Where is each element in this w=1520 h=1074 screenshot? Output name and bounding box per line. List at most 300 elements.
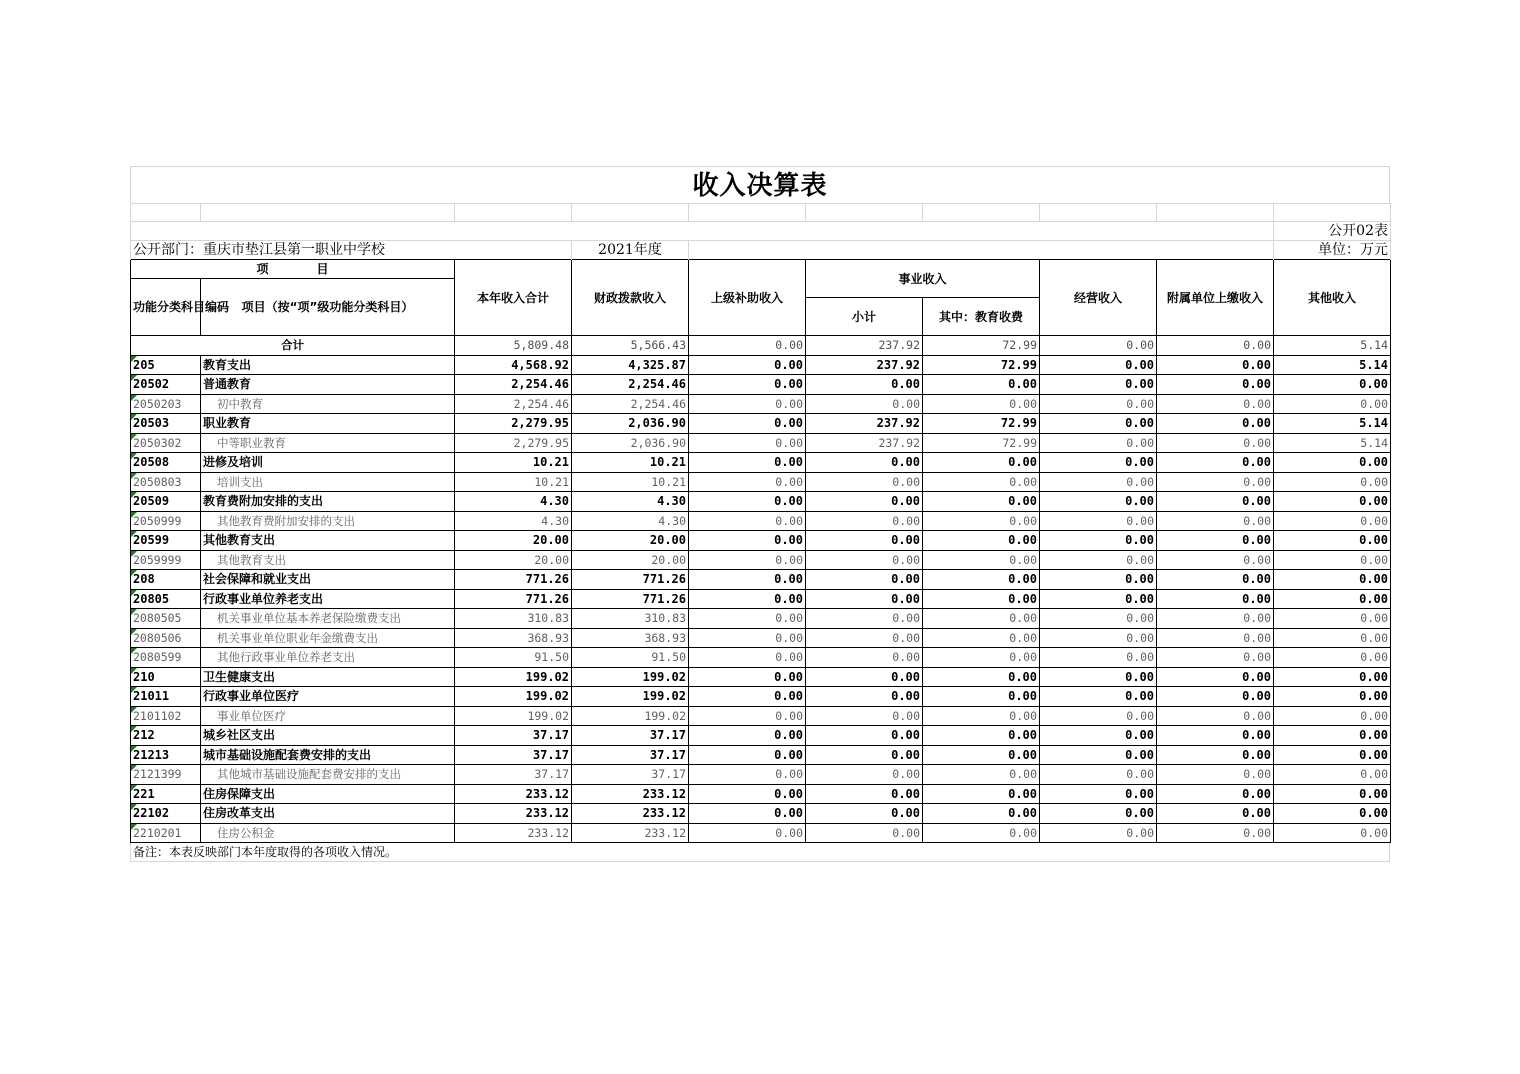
total-label: 合计 [131,336,455,356]
cell-marker-icon [131,668,137,674]
row-value: 0.00 [806,511,923,531]
table-row [131,453,1391,473]
row-value: 0.00 [1157,804,1274,824]
row-value: 199.02 [455,687,572,707]
row-value: 0.00 [1274,453,1391,473]
row-value: 0.00 [923,550,1040,570]
header-func-code: 功能分类科目编码 [131,279,201,336]
row-code: 20599 [131,531,201,551]
row-name: 行政事业单位医疗 [201,687,455,707]
row-value: 0.00 [923,375,1040,395]
row-value: 2,254.46 [455,375,572,395]
row-value: 0.00 [1157,589,1274,609]
row-value: 237.92 [806,355,923,375]
row-value: 0.00 [1157,687,1274,707]
table-row [131,492,1391,512]
row-value: 0.00 [923,394,1040,414]
cell-marker-icon [131,629,137,635]
row-value: 0.00 [923,706,1040,726]
header-fiscal: 财政拨款收入 [572,260,689,336]
row-value: 0.00 [689,414,806,434]
row-value: 771.26 [572,570,689,590]
row-value: 0.00 [689,609,806,629]
row-value: 0.00 [1274,765,1391,785]
row-value: 0.00 [806,589,923,609]
row-value: 2,036.90 [572,433,689,453]
row-code: 2050999 [131,511,201,531]
row-value: 0.00 [806,687,923,707]
row-value: 4.30 [455,511,572,531]
row-code: 205 [131,355,201,375]
row-value: 0.00 [689,726,806,746]
row-value: 0.00 [1040,492,1157,512]
row-value: 0.00 [806,550,923,570]
cell-marker-icon [131,746,137,752]
table-row [131,355,1391,375]
row-value: 4,325.87 [572,355,689,375]
table-row [131,687,1391,707]
header-item-name: 项目（按“项”级功能分类科目） [201,279,455,336]
table-row [131,589,1391,609]
row-code: 20509 [131,492,201,512]
row-value: 0.00 [806,726,923,746]
row-value: 0.00 [1274,745,1391,765]
row-name: 其他教育支出 [201,531,455,551]
row-value: 0.00 [1040,609,1157,629]
row-code: 2210201 [131,823,201,843]
row-value: 0.00 [1157,706,1274,726]
row-value: 0.00 [923,784,1040,804]
row-value: 0.00 [1157,492,1274,512]
row-name: 其他教育支出 [201,550,455,570]
row-code: 2050803 [131,472,201,492]
row-value: 0.00 [1157,628,1274,648]
row-name: 社会保障和就业支出 [201,570,455,590]
table-row [131,433,1391,453]
row-value: 0.00 [806,784,923,804]
total-cell: 0.00 [1040,336,1157,356]
row-value: 0.00 [1274,823,1391,843]
row-value: 20.00 [572,550,689,570]
row-value: 72.99 [923,414,1040,434]
row-code: 20502 [131,375,201,395]
row-value: 0.00 [1274,609,1391,629]
cell-marker-icon [131,824,137,830]
row-value: 0.00 [1040,726,1157,746]
row-value: 233.12 [455,784,572,804]
row-value: 5.14 [1274,414,1391,434]
income-statement-sheet [130,166,1390,862]
header-affiliated: 附属单位上缴收入 [1157,260,1274,336]
row-value: 771.26 [572,589,689,609]
row-value: 0.00 [1040,804,1157,824]
row-value: 0.00 [1040,531,1157,551]
cell-marker-icon [131,434,137,440]
row-value: 0.00 [1157,648,1274,668]
row-value: 0.00 [923,628,1040,648]
row-value: 0.00 [689,765,806,785]
row-value: 199.02 [572,687,689,707]
row-code: 2101102 [131,706,201,726]
row-value: 4.30 [572,492,689,512]
table-body [131,336,1391,843]
row-value: 233.12 [455,804,572,824]
row-value: 0.00 [1274,784,1391,804]
row-value: 0.00 [923,648,1040,668]
row-value: 0.00 [923,823,1040,843]
header-business: 事业收入 [806,260,1040,298]
row-code: 212 [131,726,201,746]
row-value: 0.00 [1040,706,1157,726]
table-row [131,609,1391,629]
row-value: 0.00 [1157,355,1274,375]
header-operating: 经营收入 [1040,260,1157,336]
row-value: 0.00 [1157,511,1274,531]
row-value: 0.00 [806,628,923,648]
row-value: 4.30 [572,511,689,531]
row-value: 2,254.46 [572,375,689,395]
spacer-row [131,204,1391,222]
row-code: 2080506 [131,628,201,648]
row-name: 普通教育 [201,375,455,395]
cell-marker-icon [131,785,137,791]
row-value: 0.00 [1040,687,1157,707]
table-row [131,726,1391,746]
row-value: 0.00 [923,589,1040,609]
row-value: 0.00 [1157,375,1274,395]
header-subtotal: 小计 [806,298,923,336]
cell-marker-icon [131,765,137,771]
row-value: 237.92 [806,433,923,453]
total-cell: 5,809.48 [455,336,572,356]
row-value: 0.00 [689,667,806,687]
row-value: 10.21 [572,453,689,473]
row-value: 37.17 [455,726,572,746]
row-value: 0.00 [806,667,923,687]
row-value: 0.00 [1274,804,1391,824]
total-cell: 5.14 [1274,336,1391,356]
row-code: 2080505 [131,609,201,629]
row-value: 91.50 [455,648,572,668]
row-value: 0.00 [923,570,1040,590]
row-code: 2050203 [131,394,201,414]
header-row-1 [131,260,1391,279]
row-value: 37.17 [572,726,689,746]
header-total: 本年收入合计 [455,260,572,336]
row-value: 0.00 [1274,394,1391,414]
row-value: 0.00 [923,745,1040,765]
row-value: 0.00 [1040,472,1157,492]
total-cell: 0.00 [689,336,806,356]
row-code: 20503 [131,414,201,434]
header-superior: 上级补助收入 [689,260,806,336]
row-value: 233.12 [455,823,572,843]
row-name: 住房改革支出 [201,804,455,824]
row-value: 0.00 [923,472,1040,492]
table-number: 公开02表 [1274,222,1391,241]
row-value: 0.00 [689,355,806,375]
cell-marker-icon [131,648,137,654]
row-value: 0.00 [1040,648,1157,668]
row-value: 4.30 [455,492,572,512]
row-value: 0.00 [1040,823,1157,843]
row-value: 0.00 [1040,414,1157,434]
table-row [131,765,1391,785]
row-value: 72.99 [923,433,1040,453]
row-value: 10.21 [455,472,572,492]
unit-label: 单位：万元 [1274,241,1391,260]
header-edu-fee: 其中：教育收费 [923,298,1040,336]
table-row [131,745,1391,765]
row-name: 培训支出 [201,472,455,492]
row-value: 0.00 [1274,648,1391,668]
row-code: 20508 [131,453,201,473]
row-value: 0.00 [1274,726,1391,746]
row-value: 0.00 [689,511,806,531]
row-value: 0.00 [689,804,806,824]
cell-marker-icon [131,570,137,576]
row-value: 0.00 [923,667,1040,687]
row-value: 0.00 [1274,667,1391,687]
row-value: 0.00 [689,687,806,707]
fiscal-year: 2021年度 [572,241,689,260]
row-value: 0.00 [1274,531,1391,551]
total-cell: 72.99 [923,336,1040,356]
row-value: 0.00 [806,823,923,843]
row-value: 0.00 [1274,570,1391,590]
department-row [131,241,1391,260]
row-value: 0.00 [689,472,806,492]
row-code: 20805 [131,589,201,609]
row-value: 0.00 [1274,492,1391,512]
row-value: 0.00 [923,804,1040,824]
row-value: 0.00 [1157,765,1274,785]
row-value: 0.00 [1040,453,1157,473]
row-value: 0.00 [1157,667,1274,687]
row-value: 0.00 [1274,550,1391,570]
table-row [131,823,1391,843]
row-value: 0.00 [689,394,806,414]
row-value: 0.00 [1040,667,1157,687]
total-cell: 5,566.43 [572,336,689,356]
cell-marker-icon [131,609,137,615]
row-name: 其他教育费附加安排的支出 [201,511,455,531]
table-row [131,804,1391,824]
row-value: 0.00 [689,492,806,512]
row-value: 4,568.92 [455,355,572,375]
row-code: 2121399 [131,765,201,785]
row-name: 中等职业教育 [201,433,455,453]
row-name: 行政事业单位养老支出 [201,589,455,609]
row-value: 0.00 [1040,745,1157,765]
row-name: 城市基础设施配套费安排的支出 [201,745,455,765]
row-code: 221 [131,784,201,804]
cell-marker-icon [131,531,137,537]
row-value: 0.00 [1157,726,1274,746]
header-item: 项 目 [131,260,455,279]
row-value: 368.93 [572,628,689,648]
row-value: 199.02 [572,667,689,687]
row-value: 771.26 [455,570,572,590]
row-value: 0.00 [689,375,806,395]
row-value: 2,279.95 [455,414,572,434]
row-value: 199.02 [455,706,572,726]
row-value: 310.83 [455,609,572,629]
row-value: 0.00 [689,823,806,843]
row-value: 233.12 [572,784,689,804]
row-value: 0.00 [923,531,1040,551]
row-value: 0.00 [689,628,806,648]
cell-marker-icon [131,804,137,810]
table-row [131,628,1391,648]
row-name: 其他行政事业单位养老支出 [201,648,455,668]
row-value: 0.00 [806,570,923,590]
row-value: 0.00 [689,433,806,453]
table-row [131,531,1391,551]
row-code: 208 [131,570,201,590]
row-value: 2,254.46 [455,394,572,414]
row-value: 0.00 [689,531,806,551]
row-value: 199.02 [572,706,689,726]
row-name: 机关事业单位职业年金缴费支出 [201,628,455,648]
row-value: 0.00 [1157,433,1274,453]
row-value: 72.99 [923,355,1040,375]
row-value: 0.00 [1040,375,1157,395]
row-value: 0.00 [689,648,806,668]
row-value: 0.00 [1157,414,1274,434]
row-value: 5.14 [1274,355,1391,375]
row-name: 住房保障支出 [201,784,455,804]
total-cell: 0.00 [1157,336,1274,356]
department-label: 公开部门：重庆市垫江县第一职业中学校 [131,241,572,260]
table-row [131,472,1391,492]
row-value: 0.00 [1274,589,1391,609]
row-value: 0.00 [806,609,923,629]
table-row [131,706,1391,726]
row-value: 2,036.90 [572,414,689,434]
row-name: 卫生健康支出 [201,667,455,687]
row-name: 事业单位医疗 [201,706,455,726]
row-value: 37.17 [455,765,572,785]
footnote: 备注：本表反映部门本年度取得的各项收入情况。 [130,843,1390,862]
row-value: 771.26 [455,589,572,609]
row-code: 210 [131,667,201,687]
table-number-row [131,222,1391,241]
row-value: 0.00 [689,570,806,590]
row-value: 310.83 [572,609,689,629]
table-row [131,511,1391,531]
table-row [131,570,1391,590]
cell-marker-icon [131,356,137,362]
cell-marker-icon [131,551,137,557]
row-value: 0.00 [806,531,923,551]
row-value: 0.00 [806,765,923,785]
row-value: 368.93 [455,628,572,648]
row-value: 233.12 [572,823,689,843]
row-value: 0.00 [923,511,1040,531]
row-value: 0.00 [1040,433,1157,453]
row-name: 进修及培训 [201,453,455,473]
row-value: 0.00 [689,784,806,804]
total-row [131,336,1391,356]
row-value: 0.00 [1274,706,1391,726]
row-value: 91.50 [572,648,689,668]
row-value: 0.00 [806,492,923,512]
row-value: 199.02 [455,667,572,687]
row-value: 0.00 [1040,394,1157,414]
row-value: 0.00 [1157,609,1274,629]
row-value: 0.00 [1157,745,1274,765]
row-value: 0.00 [806,394,923,414]
row-name: 教育支出 [201,355,455,375]
row-value: 0.00 [1040,765,1157,785]
row-value: 0.00 [1157,472,1274,492]
cell-marker-icon [131,492,137,498]
income-table [130,203,1391,843]
row-value: 0.00 [1157,784,1274,804]
table-row [131,550,1391,570]
row-value: 0.00 [806,706,923,726]
row-value: 0.00 [689,550,806,570]
row-name: 机关事业单位基本养老保险缴费支出 [201,609,455,629]
cell-marker-icon [131,512,137,518]
row-value: 237.92 [806,414,923,434]
row-value: 0.00 [1157,550,1274,570]
row-value: 0.00 [1040,550,1157,570]
cell-marker-icon [131,726,137,732]
row-value: 0.00 [689,745,806,765]
row-value: 20.00 [455,550,572,570]
row-name: 城乡社区支出 [201,726,455,746]
row-value: 0.00 [1040,570,1157,590]
row-value: 0.00 [923,726,1040,746]
row-value: 0.00 [806,472,923,492]
row-value: 0.00 [923,492,1040,512]
row-value: 0.00 [1274,628,1391,648]
row-value: 0.00 [1157,453,1274,473]
cell-marker-icon [131,375,137,381]
row-value: 2,254.46 [572,394,689,414]
row-value: 0.00 [1274,511,1391,531]
table-row [131,394,1391,414]
row-value: 0.00 [1040,355,1157,375]
row-value: 37.17 [455,745,572,765]
row-value: 0.00 [1040,511,1157,531]
row-value: 0.00 [806,804,923,824]
row-value: 0.00 [923,765,1040,785]
cell-marker-icon [131,414,137,420]
row-value: 10.21 [572,472,689,492]
row-value: 0.00 [1157,570,1274,590]
row-value: 0.00 [1157,394,1274,414]
row-name: 初中教育 [201,394,455,414]
row-value: 233.12 [572,804,689,824]
row-code: 21011 [131,687,201,707]
row-code: 2080599 [131,648,201,668]
row-value: 0.00 [806,453,923,473]
total-cell: 237.92 [806,336,923,356]
row-value: 0.00 [923,453,1040,473]
row-value: 0.00 [689,706,806,726]
row-value: 0.00 [923,609,1040,629]
cell-marker-icon [131,453,137,459]
row-code: 22102 [131,804,201,824]
table-row [131,414,1391,434]
row-value: 0.00 [1040,784,1157,804]
row-value: 0.00 [1157,531,1274,551]
row-code: 2059999 [131,550,201,570]
row-value: 0.00 [1157,823,1274,843]
